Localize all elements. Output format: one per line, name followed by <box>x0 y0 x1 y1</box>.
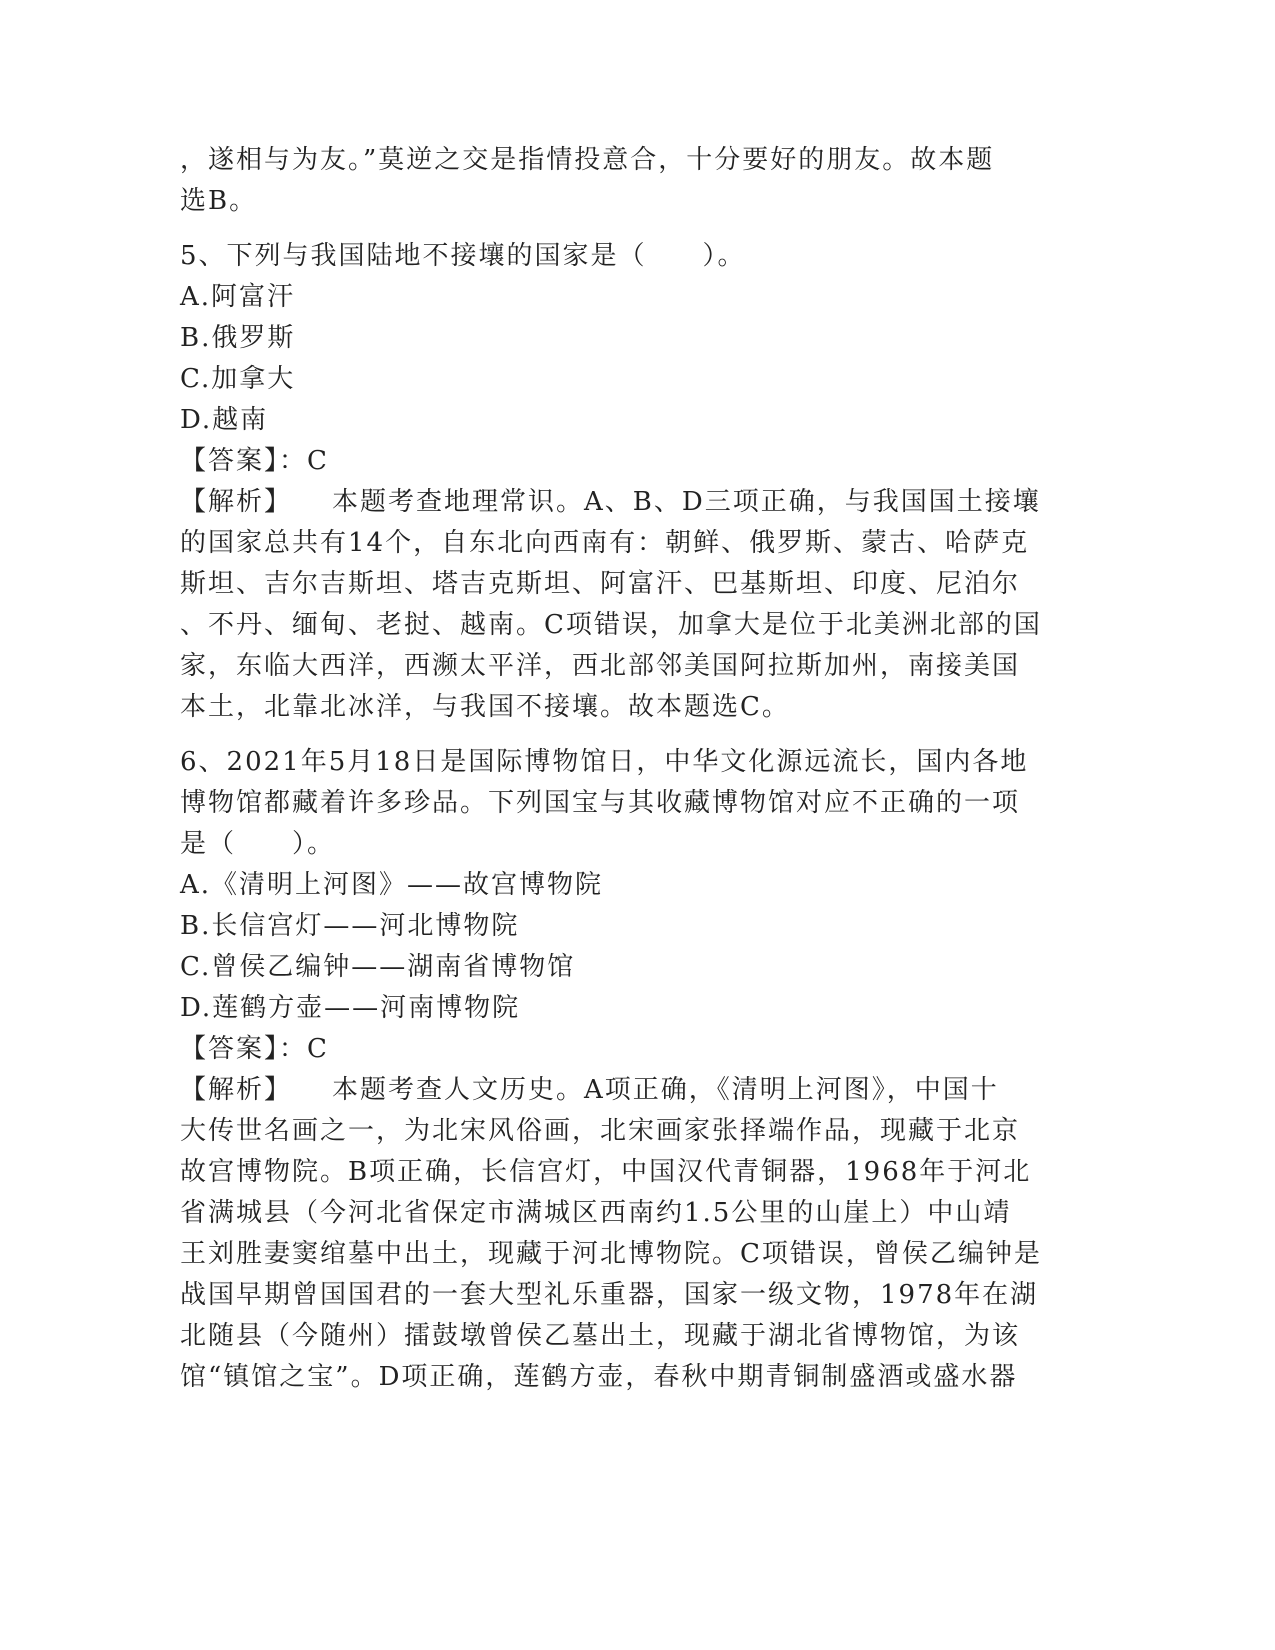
analysis-first-line <box>180 482 1040 523</box>
question-stem: 5、下列与我国陆地不接壤的国家是（ ）。 <box>180 241 746 271</box>
option-c: C.加拿大 <box>180 364 296 394</box>
answer-line <box>180 1029 1040 1070</box>
analysis-text: 家，东临大西洋，西濒太平洋，西北部邻美国阿拉斯加州，南接美国 <box>180 651 1021 681</box>
answer-line <box>180 441 1040 482</box>
answer-label: 【答案】 <box>180 446 280 476</box>
analysis-text: 省满城县（今河北省保定市满城区西南约1.5公里的山崖上）中山靖 <box>180 1198 1012 1228</box>
analysis-text: 北随县（今随州）擂鼓墩曾侯乙墓出土，现藏于湖北省博物馆，为该 <box>180 1321 1021 1351</box>
answer-label: 【答案】 <box>180 1034 280 1064</box>
question-stem: 博物馆都藏着许多珍品。下列国宝与其收藏博物馆对应不正确的一项 <box>180 788 1021 818</box>
analysis-text: 、不丹、缅甸、老挝、越南。C项错误，加拿大是位于北美洲北部的国 <box>180 610 1042 640</box>
analysis-text: 本题考查地理常识。A、B、D三项正确，与我国国土接壤 <box>332 487 1041 517</box>
answer-value: ：C <box>279 1034 329 1064</box>
analysis-text: 大传世名画之一，为北宋风俗画，北宋画家张择端作品，现藏于北京 <box>180 1116 1021 1146</box>
analysis-text: 本土，北靠北冰洋，与我国不接壤。故本题选C。 <box>180 692 790 722</box>
text-line: 选B。 <box>180 186 258 216</box>
analysis-text: 馆“镇馆之宝”。D项正确，莲鹤方壶，春秋中期青铜制盛酒或盛水器 <box>180 1362 1018 1392</box>
analysis-text: 的国家总共有14个，自东北向西南有：朝鲜、俄罗斯、蒙古、哈萨克 <box>180 528 1030 558</box>
question-5 <box>180 236 1040 728</box>
document-page <box>180 140 1040 1398</box>
option-d: D.莲鹤方壶——河南博物院 <box>180 993 521 1023</box>
option-b: B.俄罗斯 <box>180 323 296 353</box>
question-stem: 6、2021年5月18日是国际博物馆日，中华文化源远流长，国内各地 <box>180 747 1029 777</box>
option-c: C.曾侯乙编钟——湖南省博物馆 <box>180 952 576 982</box>
analysis-label: 【解析】 <box>180 487 293 517</box>
option-b: B.长信宫灯——河北博物院 <box>180 911 520 941</box>
question-6 <box>180 742 1040 1398</box>
analysis-first-line <box>180 1070 1040 1111</box>
analysis-text: 战国早期曾国国君的一套大型礼乐重器，国家一级文物，1978年在湖 <box>180 1280 1039 1310</box>
answer-value: ：C <box>279 446 329 476</box>
option-a: A.阿富汗 <box>180 282 296 312</box>
question-stem: 是（ ）。 <box>180 829 336 859</box>
analysis-text: 本题考查人文历史。A项正确，《清明上河图》，中国十 <box>332 1075 999 1105</box>
analysis-text: 王刘胜妻窦绾墓中出土，现藏于河北博物院。C项错误，曾侯乙编钟是 <box>180 1239 1042 1269</box>
previous-analysis-continuation <box>180 140 1040 222</box>
analysis-text: 故宫博物院。B项正确，长信宫灯，中国汉代青铜器，1968年于河北 <box>180 1157 1032 1187</box>
analysis-text: 斯坦、吉尔吉斯坦、塔吉克斯坦、阿富汗、巴基斯坦、印度、尼泊尔 <box>180 569 1021 599</box>
option-a: A.《清明上河图》——故宫博物院 <box>180 870 604 900</box>
analysis-label: 【解析】 <box>180 1075 293 1105</box>
text-line: ，遂相与为友。”莫逆之交是指情投意合，十分要好的朋友。故本题 <box>180 145 995 175</box>
option-d: D.越南 <box>180 405 269 435</box>
